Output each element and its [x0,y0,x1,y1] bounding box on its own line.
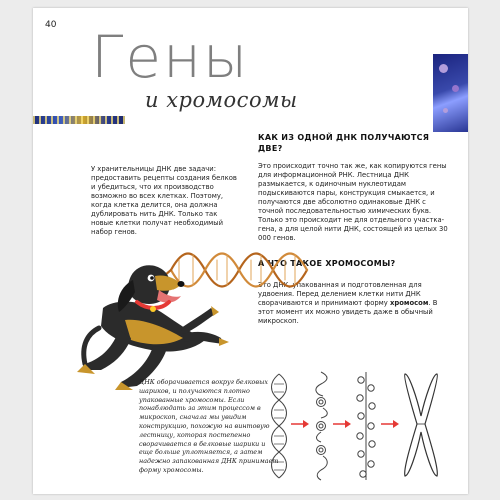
dna-helix-stage-icon [272,374,287,478]
book-page [33,8,468,494]
section-heading-chromosomes: А ЧТО ТАКОЕ ХРОМОСОМЫ? [258,259,396,268]
chromosome-text-end: . В этот момент их можно увидеть даже в обычный микроскоп. [258,299,438,325]
arrow-icon [333,420,351,428]
chromosome-bold-term: хромосом [390,299,429,307]
page-subtitle: и хромосомы [145,88,298,112]
chromosome-stages-diagram [33,8,468,494]
arrow-icon [291,420,309,428]
section-heading-dna-copy: КАК ИЗ ОДНОЙ ДНК ПОЛУЧАЮТСЯ ДВЕ? [258,133,430,153]
chromosome-text-part: Это ДНК, упакованная и подготовленная для удвоения. Перед делением клетки нити ДНК сворачиваются и принимают форму [258,281,422,307]
illustration-caption: ДНК оборачивается вокруг белковых шариков, и получаются плотно упакованные хромосомы. Если понаблюдать за этим процессом в микроскоп, сначала мы увидим конструкцию, похожую на винтовую лестницу, которая постепенно сворачивается в белковые шарики и еще больше уплотняется, а затем надежно запакованная ДНК принимает форму хромосомы. [139,378,279,474]
coiled-dna-stage-icon [316,372,327,480]
section-text-dna-copy: Это происходит точно так же, как копируются гены для информационной РНК. Лестница ДНК размыкается, к одиночным нуклеотидам подыскиваются пары, конструкция смыкается, и получаются две абсолютно одинаковые ДНК с точной последовательностью химических букв. Только это происходит не для отдельного участка-гена, а для целой нити ДНК, состоящей из целых 30 000 генов. [258,162,448,242]
page-title: Гены [91,23,250,91]
chromosome-stage-icon [405,374,438,476]
condensed-dna-stage-icon [357,372,375,480]
intro-paragraph: У хранительницы ДНК две задачи: предоставить рецепты создания белков и убедиться, что их производство возможно во всех клетках. Поэтому, когда клетка делится, она должна дублировать нить ДНК. Только так новые клетки получат необходимый набор генов. [91,165,237,236]
page-number: 40 [45,20,57,30]
arrow-icon [381,420,399,428]
